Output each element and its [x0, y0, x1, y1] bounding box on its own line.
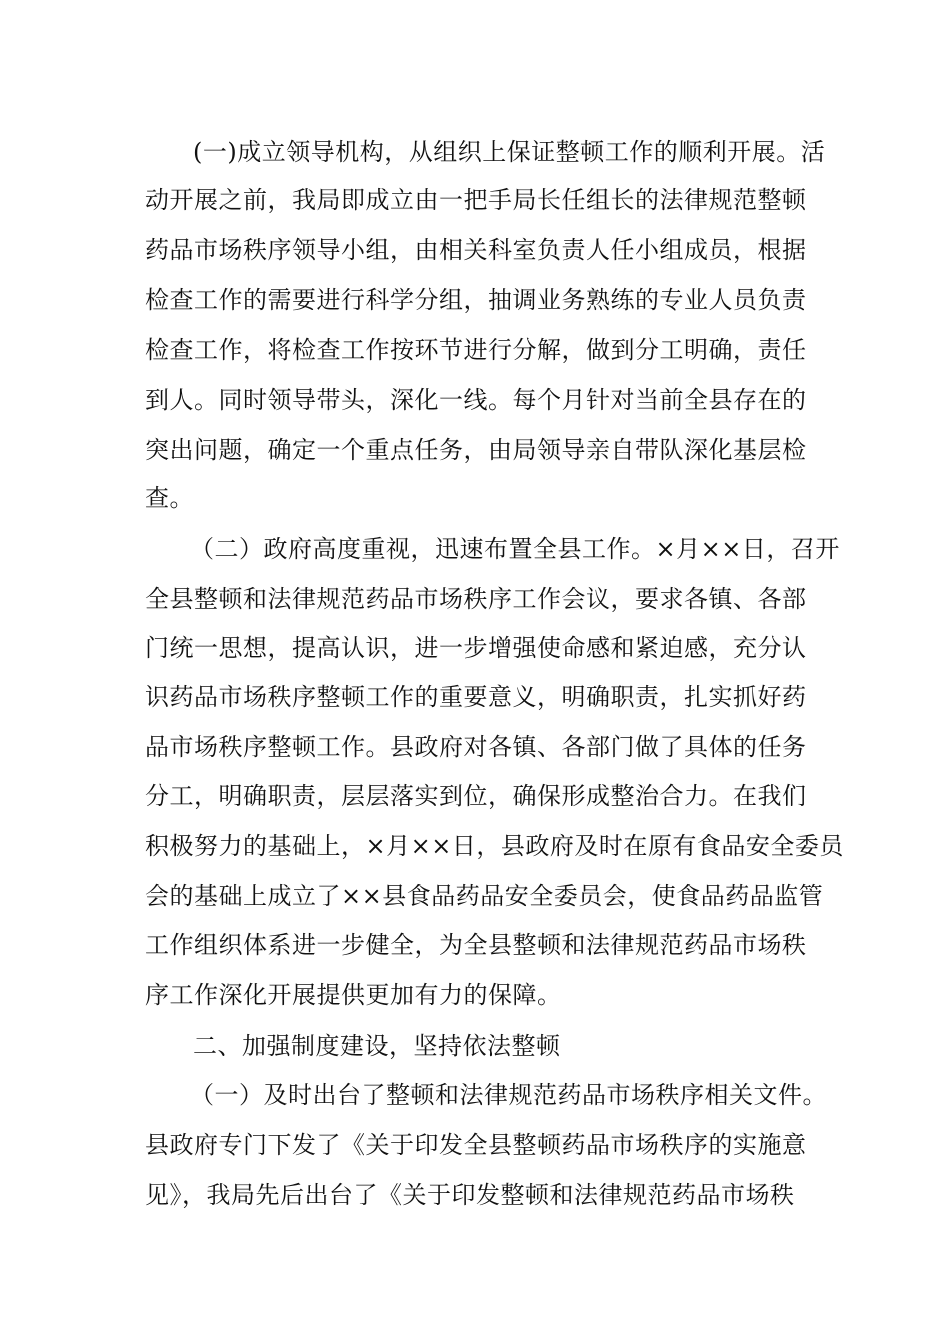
paragraph-line: 突出问题，确定一个重点任务，由局领导亲自带队深化基层检 — [145, 436, 807, 464]
paragraph-line: 序工作深化开展提供更加有力的保障。 — [145, 981, 562, 1009]
paragraph-line: 品市场秩序整顿工作。县政府对各镇、各部门做了具体的任务 — [145, 733, 807, 761]
paragraph-line: 动开展之前，我局即成立由一把手局长任组长的法律规范整顿 — [145, 186, 807, 214]
section-heading: 二、加强制度建设，坚持依法整顿 — [193, 1032, 561, 1060]
paragraph-line: 检查工作的需要进行科学分组，抽调业务熟练的专业人员负责 — [145, 286, 807, 314]
paragraph-line: 工作组织体系进一步健全，为全县整顿和法律规范药品市场秩 — [145, 931, 807, 959]
paragraph-line: 分工，明确职责，层层落实到位，确保形成整治合力。在我们 — [145, 782, 807, 810]
paragraph-line: 到人。同时领导带头，深化一线。每个月针对当前全县存在的 — [145, 386, 807, 414]
paragraph-line: （二）政府高度重视，迅速布置全县工作。×月××日，召开 — [190, 535, 840, 563]
paragraph-line: 会的基础上成立了××县食品药品安全委员会，使食品药品监管 — [145, 882, 824, 910]
paragraph-line: （一）及时出台了整顿和法律规范药品市场秩序相关文件。 — [190, 1081, 827, 1109]
paragraph-line: 识药品市场秩序整顿工作的重要意义，明确职责，扎实抓好药 — [145, 683, 807, 711]
paragraph-line: 县政府专门下发了《关于印发全县整顿药品市场秩序的实施意 — [145, 1131, 807, 1159]
paragraph-line: 药品市场秩序领导小组，由相关科室负责人任小组成员，根据 — [145, 236, 807, 264]
paragraph-line: 积极努力的基础上，×月××日，县政府及时在原有食品安全委员 — [145, 832, 844, 860]
paragraph-line: 查。 — [145, 484, 194, 512]
paragraph-line: 检查工作，将检查工作按环节进行分解，做到分工明确，责任 — [145, 336, 807, 364]
paragraph-line: 见》，我局先后出台了《关于印发整顿和法律规范药品市场秩 — [145, 1181, 795, 1209]
paragraph-line: 全县整顿和法律规范药品市场秩序工作会议，要求各镇、各部 — [145, 585, 807, 613]
paragraph-line: 门统一思想，提高认识，进一步增强使命感和紧迫感，充分认 — [145, 634, 807, 662]
paragraph-line: (一)成立领导机构，从组织上保证整顿工作的顺利开展。活 — [193, 138, 826, 166]
